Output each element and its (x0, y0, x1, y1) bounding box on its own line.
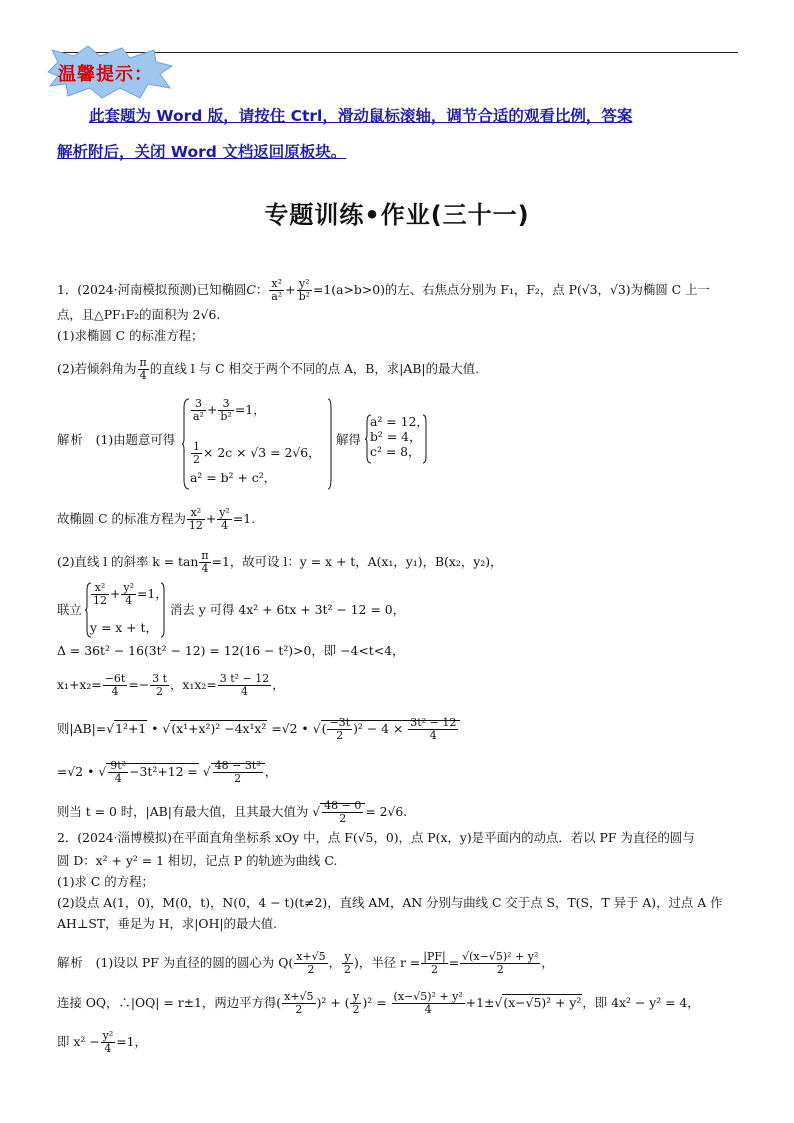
q2-stem-line-2: 圆 D：x² + y² = 1 相切，记点 P 的轨迹为曲线 C. (57, 853, 338, 868)
q1-max-value: 则当 t = 0 时，|AB|有最大值，且其最大值为 √ $\frac{48 - 0}{2}$ = 2√6. (57, 799, 408, 825)
q1-standard-equation: 故椭圆 C 的标准方程为 $\frac{\text{x²}}{12}$ + $\frac{\text{y²}}{4}$ =1. (57, 506, 256, 532)
q1-system-eq2: $\frac{1}{2}$ × 2c × √3 = 2√6， (193, 440, 321, 466)
right-brace-icon (327, 398, 335, 490)
q2-connect-oq: 连接 OQ，∴|OQ| = r±1，两边平方得( $\frac{x+√5}{2}$ )² + ( $\frac{y}{2}$ )² = $\frac{\text{(x−√5)² + y²}}{4}$ +1±√(x−√5)² + y²，即 4x² − y² = 4， (57, 990, 700, 1016)
q1-system-eq3: a² = b² + c²， (190, 470, 277, 485)
q2-stem-line-1: 2．(2024·淄博模拟)在平面直角坐标系 xOy 中，点 F(√5，0)，点 P(x，y)是平面内的动点．若以 PF 为直径的圆与 (57, 830, 695, 845)
q1-discriminant: Δ = 36t² − 16(3t² − 12) = 12(16 − t²)>0，即 −4<t<4， (57, 643, 405, 658)
q1-result: a² = 12， b² = 4， c² = 8， (370, 414, 429, 459)
q1-system-eq1: $\frac{3}{\text{a²}}$ + $\frac{3}{\text{b²}}$ =1， (193, 397, 266, 423)
right-brace-icon (422, 414, 430, 464)
right-brace-icon (160, 582, 168, 638)
q1-stem-line-2: 点，且△PF₁F₂的面积为 2√6. (57, 307, 221, 322)
q1-vieta: x₁+x₂= $\frac{-6t}{4}$ =− $\frac{3 t}{2}$ ，x₁x₂= $\frac{\text{3 t² − 12}}{4}$ ， (57, 672, 285, 698)
notice-title: 温馨提示： (58, 64, 153, 85)
q1-simultaneous-label: 联立 (57, 602, 82, 617)
notice-line-1: 此套题为 Word 版，请按住 Ctrl，滑动鼠标滚轴，调节合适的观看比例，答案 (89, 107, 633, 125)
q1-part-1: (1)求椭圆 C 的标准方程； (57, 328, 204, 343)
q2-part-2-line-1: (2)设点 A(1，0)，M(0，t)，N(0，4 − t)(t≠2)，直线 AM，AN 分别与曲线 C 交于点 S，T(S，T 异于 A)，过点 A 作 (57, 895, 723, 910)
q2-part-2-line-2: AH⊥ST，垂足为 H，求|OH|的最大值. (57, 916, 278, 931)
q1-eliminate: 消去 y 可得 4x² + 6tx + 3t² − 12 = 0， (170, 602, 405, 617)
solve-label: 解得 (336, 432, 361, 447)
q1-simultaneous-eq1: $\frac{\text{x²}}{12}$ + $\frac{\text{y²}}{4}$ =1， (93, 581, 168, 607)
q2-part-1: (1)求 C 的方程； (57, 874, 154, 889)
q1-solution-intro: 解析 (1)由题意可得 (57, 432, 176, 447)
q2-curve-equation: 即 x² − $\frac{\text{y²}}{4}$ =1， (57, 1029, 147, 1055)
notice-line-2: 解析附后，关闭 Word 文档返回原板块。 (57, 143, 347, 161)
page-title: 专题训练•作业(三十一) (264, 201, 530, 229)
notice-text (57, 98, 741, 170)
q1-chord-length: 则|AB|=√1²+1 • √(x¹+x²)² −4x¹x² =√2 • √( $\frac{-3t}{2}$ )² − 4 × $\frac{\text{3t² − 12}}{4}$ (57, 717, 460, 742)
q2-solution-1: 解析 (1)设以 PF 为直径的圆的圆心为 Q( $\frac{x+√5}{2}$ ， $\frac{y}{2}$ )，半径 r = $\frac{|PF|}{2}$ = $\frac{\text{√(x−√5)² + y²}}{2}$ ， (57, 950, 554, 976)
q1-part-2: (2)若倾斜角为 $\frac{\pi}{4}$ 的直线 l 与 C 相交于两个不同的点 A，B，求|AB|的最大值. (57, 356, 480, 382)
q1-simultaneous-eq2: y = x + t， (90, 620, 158, 635)
q1-chord-length-2: =√2 • √ $\frac{\text{9t²}}{4}$ −3t²+12 = √ $\frac{\text{48 − 3t²}}{2}$ ， (57, 759, 278, 785)
q1-stem-line-1: 1．(2024·河南模拟预测)已知椭圆C： $\frac{\text{x²}}{\text{a²}}$ + $\frac{\text{y²}}{\text{b²}}$ =1(a>b>0)的左、右焦点分别为 F₁，F₂，点 P(√3，√3)为椭圆 C 上一 (57, 277, 710, 303)
q1-part2-line: (2)直线 l 的斜率 k = tan $\frac{\pi}{4}$ =1，故可设 l：y = x + t，A(x₁，y₁)，B(x₂，y₂)， (57, 549, 503, 575)
